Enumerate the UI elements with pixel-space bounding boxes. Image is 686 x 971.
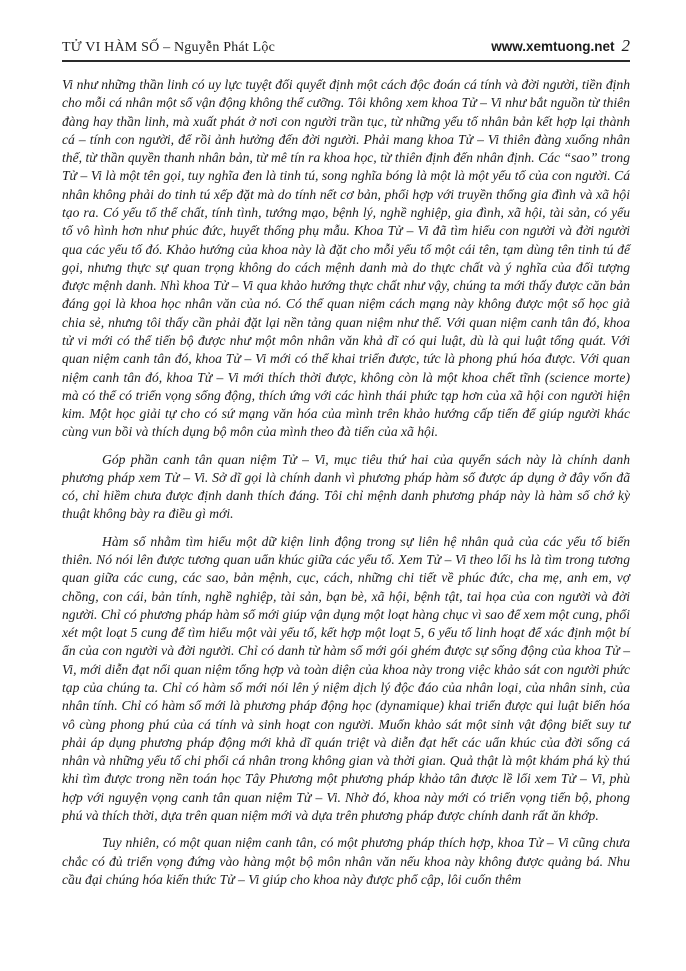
header-right [491, 36, 630, 56]
paragraph-2: Góp phần canh tân quan niệm Tử – Vi, mục tiêu thứ hai của quyển sách này là chính danh phương pháp xem Tử – Vi. Sở dĩ gọi là chính danh vì phương pháp hàm số được áp dụng ở đây vốn đã có, chỉ hiềm chưa được định danh thích đáng. Tôi chỉ mệnh danh phương pháp này là hàm số chớ kỳ thuật không bày ra điều gì mới. [62, 451, 630, 522]
paragraph-3: Hàm số nhằm tìm hiểu một dữ kiện linh động trong sự liên hệ nhân quả của các yếu tố biến thiên. Nó nói lên được tương quan uẩn khúc giữa các yếu tố. Xem Tử – Vi theo lối hs là tìm trong tương quan giữa các cung, các sao, bản mệnh, cục, cách, những chi tiết về phúc đức, cha mẹ, anh em, vợ chồng, con cái, bản tính, nghề nghiệp, tài sản, bạn bè, xã hội, bệnh tật, tai họa của con người và đời người. Chỉ có phương pháp hàm số mới giúp vận dụng một loạt hàng chục vì sao để xem một cung, phối xét một loạt 5 cung để tìm hiểu một vài yếu tố, kết hợp một loạt 5, 6 yếu tố linh hoạt để xác định một bí ẩn của con người và đời người. Chỉ có danh từ hàm số mới gói ghém được sự sống động của khoa Tử – Vi, mới diễn đạt nổi quan niệm tổng hợp và toàn diện của khoa này trong việc khảo sát con người phức tạp của chúng ta. Chỉ có hàm số mới nói lên ý niệm dịch lý độc đáo của nhân loại, của nhân sinh, của nhân tính. Chỉ có hàm số mới là phương pháp động học (dynamique) khai triển được qui luật biến hóa vô cùng phong phú của cá tính và sinh hoạt con người. Muốn khảo sát một sinh vật động biết suy tư phải áp dụng phương pháp động mới khả dĩ quán triệt và diễn đạt hết các uẩn khúc của đời sống cá nhân và những yếu tố chi phối cá nhân trong không gian và thời gian. Quả thật là một khám phá kỳ thú khi tìm được trong nền toán học Tây Phương một phương pháp khảo tân được lề lối xem Tử – Vi, phù hợp với nguyện vọng canh tân quan niệm Tử – Vi. Nhờ đó, khoa này mới có triển vọng tiến bộ, phong phú và thích thời, dựa trên quan niệm mới và dựa trên phương pháp được chính danh rất ăn khớp. [62, 533, 630, 823]
paragraph-1: Vi như những thần linh có uy lực tuyệt đối quyết định một cách độc đoán cá tính và đời người, tiền định cho mỗi cá nhân một số vận động không thể cưỡng. Tôi không xem khoa Tử – Vi như bắt nguồn từ thiên đàng hay thần linh, mà xuất phát ở nơi con người trần tục, từ những yếu tố nhân bản kết hợp lại thành cá – tính con người, để rồi ảnh hưởng đến đời người. Phải mang khoa Tử – Vi thiên đàng xuống nhân thế, từ thần quyền thanh nhân bản, từ mê tín ra khoa học, từ thiên định đến nhân định. Các “sao” trong Tử – Vi là một tên gọi, tuy nghĩa đen là tinh tú, song nghĩa bóng là một là một yếu tố của con người. Cá nhân không phải do tinh tú xếp đặt mà do tính nết cơ bản, phối hợp với truyền thống gia đình và xã hội tạo ra. Có yếu tố thể chất, tính tình, tướng mạo, bệnh lý, nghề nghiệp, gia đình, xã hội, tài sản, có yếu tố vô hình hơn như phúc đức, huyết thống phụ mẫu. Khoa Tử – Vi đã tìm hiểu con người và đời người qua các yếu tố đó. Khảo hướng của khoa này là đặt cho mỗi yếu tố một cái tên, tạm dùng tên tinh tú để gọi, nhưng thực sự quan trọng không do cách mệnh danh mà do thực chất và ý nghĩa của đối tượng được mệnh danh. Nhì khoa Tử – Vi qua khảo hướng thực chất như vậy, chúng ta mới thấy được căn bản đáng gọi là khoa học nhân văn của nó. Có thể quan niệm cách mạng này không được một số học giả chia sẻ, nhưng tôi thấy cần phải đặt lại nền tảng quan niệm như thế. Với quan niệm canh tân đó, khoa tử vi mới có thể tiến bộ được như một môn nhân văn khả dĩ có qui luật, dù là qui luật tổng quát. Với quan niệm canh tân đó, khoa Tử – Vi mới có thể khai triển được, tức là phong phú hóa được. Với quan niệm canh tân đó, khoa Tử – Vi mới thích thời được, không còn là một khoa chết tĩnh (science morte) mà có thể có triển vọng sống động, thích ứng với các hình thái phức tạp hơn của xã hội con người hiện kim. Một học giải tự cho có sứ mạng văn hóa của mình trên khảo hướng cấp tiến để giúp người khác cùng vun bồi và thích dụng bộ môn của mình theo đà tiến của xã hội. [62, 77, 630, 440]
page-body [62, 76, 630, 889]
page-number: 2 [621, 36, 630, 55]
book-title: TỬ VI HÀM SỐ – Nguyễn Phát Lộc [62, 40, 275, 55]
website-watermark: www.xemtuong.net [491, 39, 615, 54]
paragraph-4: Tuy nhiên, có một quan niệm canh tân, có một phương pháp thích hợp, khoa Tử – Vi cũng chưa chắc có đủ triển vọng đứng vào hàng một bộ môn nhân văn nếu khoa này không được quảng bá. Nhu cầu đại chúng hóa kiến thức Tử – Vi giúp cho khoa này được phổ cập, lôi cuốn thêm [62, 835, 630, 887]
page-header [62, 0, 630, 62]
